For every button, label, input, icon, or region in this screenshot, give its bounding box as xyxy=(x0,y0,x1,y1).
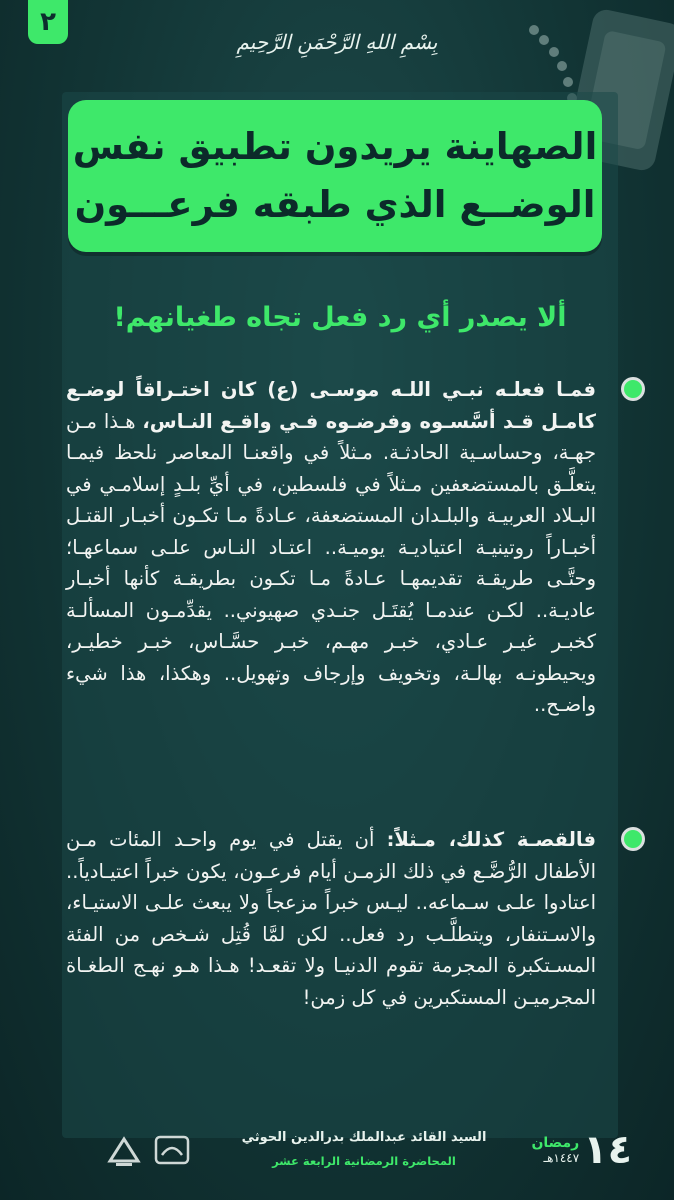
media-center-logo-icon xyxy=(104,1131,144,1171)
logos xyxy=(104,1130,196,1172)
date-badge xyxy=(512,1128,632,1172)
headline-line-2: الوضــع الذي طبقه فرعـــون xyxy=(74,183,596,226)
paragraph-2 xyxy=(66,824,596,1013)
basmala: بِسْمِ اللهِ الرَّحْمَنِ الرَّحِيمِ xyxy=(236,30,438,54)
bullet-icon xyxy=(624,830,642,848)
bullet-icon xyxy=(624,380,642,398)
subheadline: ألا يصدر أي رد فعل تجاه طغيانهم! xyxy=(113,302,567,333)
lecture-title: المحاضرة الرمضانية الرابعة عشر xyxy=(272,1154,456,1168)
paragraph-2-body: أن يقتل في يوم واحـد المئات مـن الأطفال الرُّضَّـع في ذلك الزمـن أيام فرعـون، يكون خبراً اعتيـادياً.. اعتادوا علـى سـماعه.. ليـس خبراً مزعجاً ولا يبعث علـى الاستيـاء، والاسـتنفار، ويتطلَّـب رد فعل.. لكن لمَّا قُتِل شـخص من الفئة المسـتكبرة المجرمة تقوم الدنيـا ولا تقعـد! هـذا هـو نهـج الطغـاة المجرميـن المستكبرين في كل زمن! xyxy=(66,828,596,1009)
paragraph-1-body: هـذا مـن جهـة، وحساسـية الحادثـة. مـثلاً في واقعنـا المعاصر نلحظ فيمـا يتعلَّـق بالمستضعفين مـثلاً في فلسطين، في أيِّ بلـدٍ إسلامـي في البـلاد العربيـة والبلـدان المستضعفة، عـادةً مـا تكـون أخبـار القتـل أخبـاراً روتينيـة اعتياديـة يوميـة.. اعتـاد النـاس علـى سماعهـا؛ وحتَّـى طريقـة تقديمهـا عـادةً مـا تكـون بطريقـة كأنها أخبـار عاديـة.. لكـن عندمـا يُقتَـل جنـدي صهيوني.. يقدِّمـون المسألـة كخبـر غيـر عـادي، خبـر مهـم، خبـر حسَّـاس، خبـر خطيـر، ويحيطونـه بهالـة، وتخويف وإرجاف وتهويل.. وهكذا، هذا شيء واضـح.. xyxy=(66,409,596,716)
paragraph-1-lead: فمـا فعلـه نبـي اللـه موسـى (ع) كان اختـراقاً لوضـع كامـل قـد أسَّسـوه وفرضـوه فـي واقـع النـاس، xyxy=(66,378,596,433)
paragraph-1 xyxy=(66,374,596,721)
date-month: رمضان xyxy=(531,1135,580,1151)
headline-line-1: الصهاينة يريدون تطبيق نفس xyxy=(72,125,598,168)
speaker-name: السيد القائد عبدالملك بدرالدين الحوثي xyxy=(241,1130,487,1145)
ansar-allah-logo-icon xyxy=(152,1131,192,1171)
headline-box xyxy=(68,100,602,252)
paragraph-2-lead: فالقصـة كذلك، مـثلاً: xyxy=(386,828,596,851)
page-number-badge: ٢ xyxy=(28,0,68,44)
date-year: ١٤٤٧هـ xyxy=(543,1151,580,1165)
date-day: ١٤ xyxy=(583,1127,632,1173)
